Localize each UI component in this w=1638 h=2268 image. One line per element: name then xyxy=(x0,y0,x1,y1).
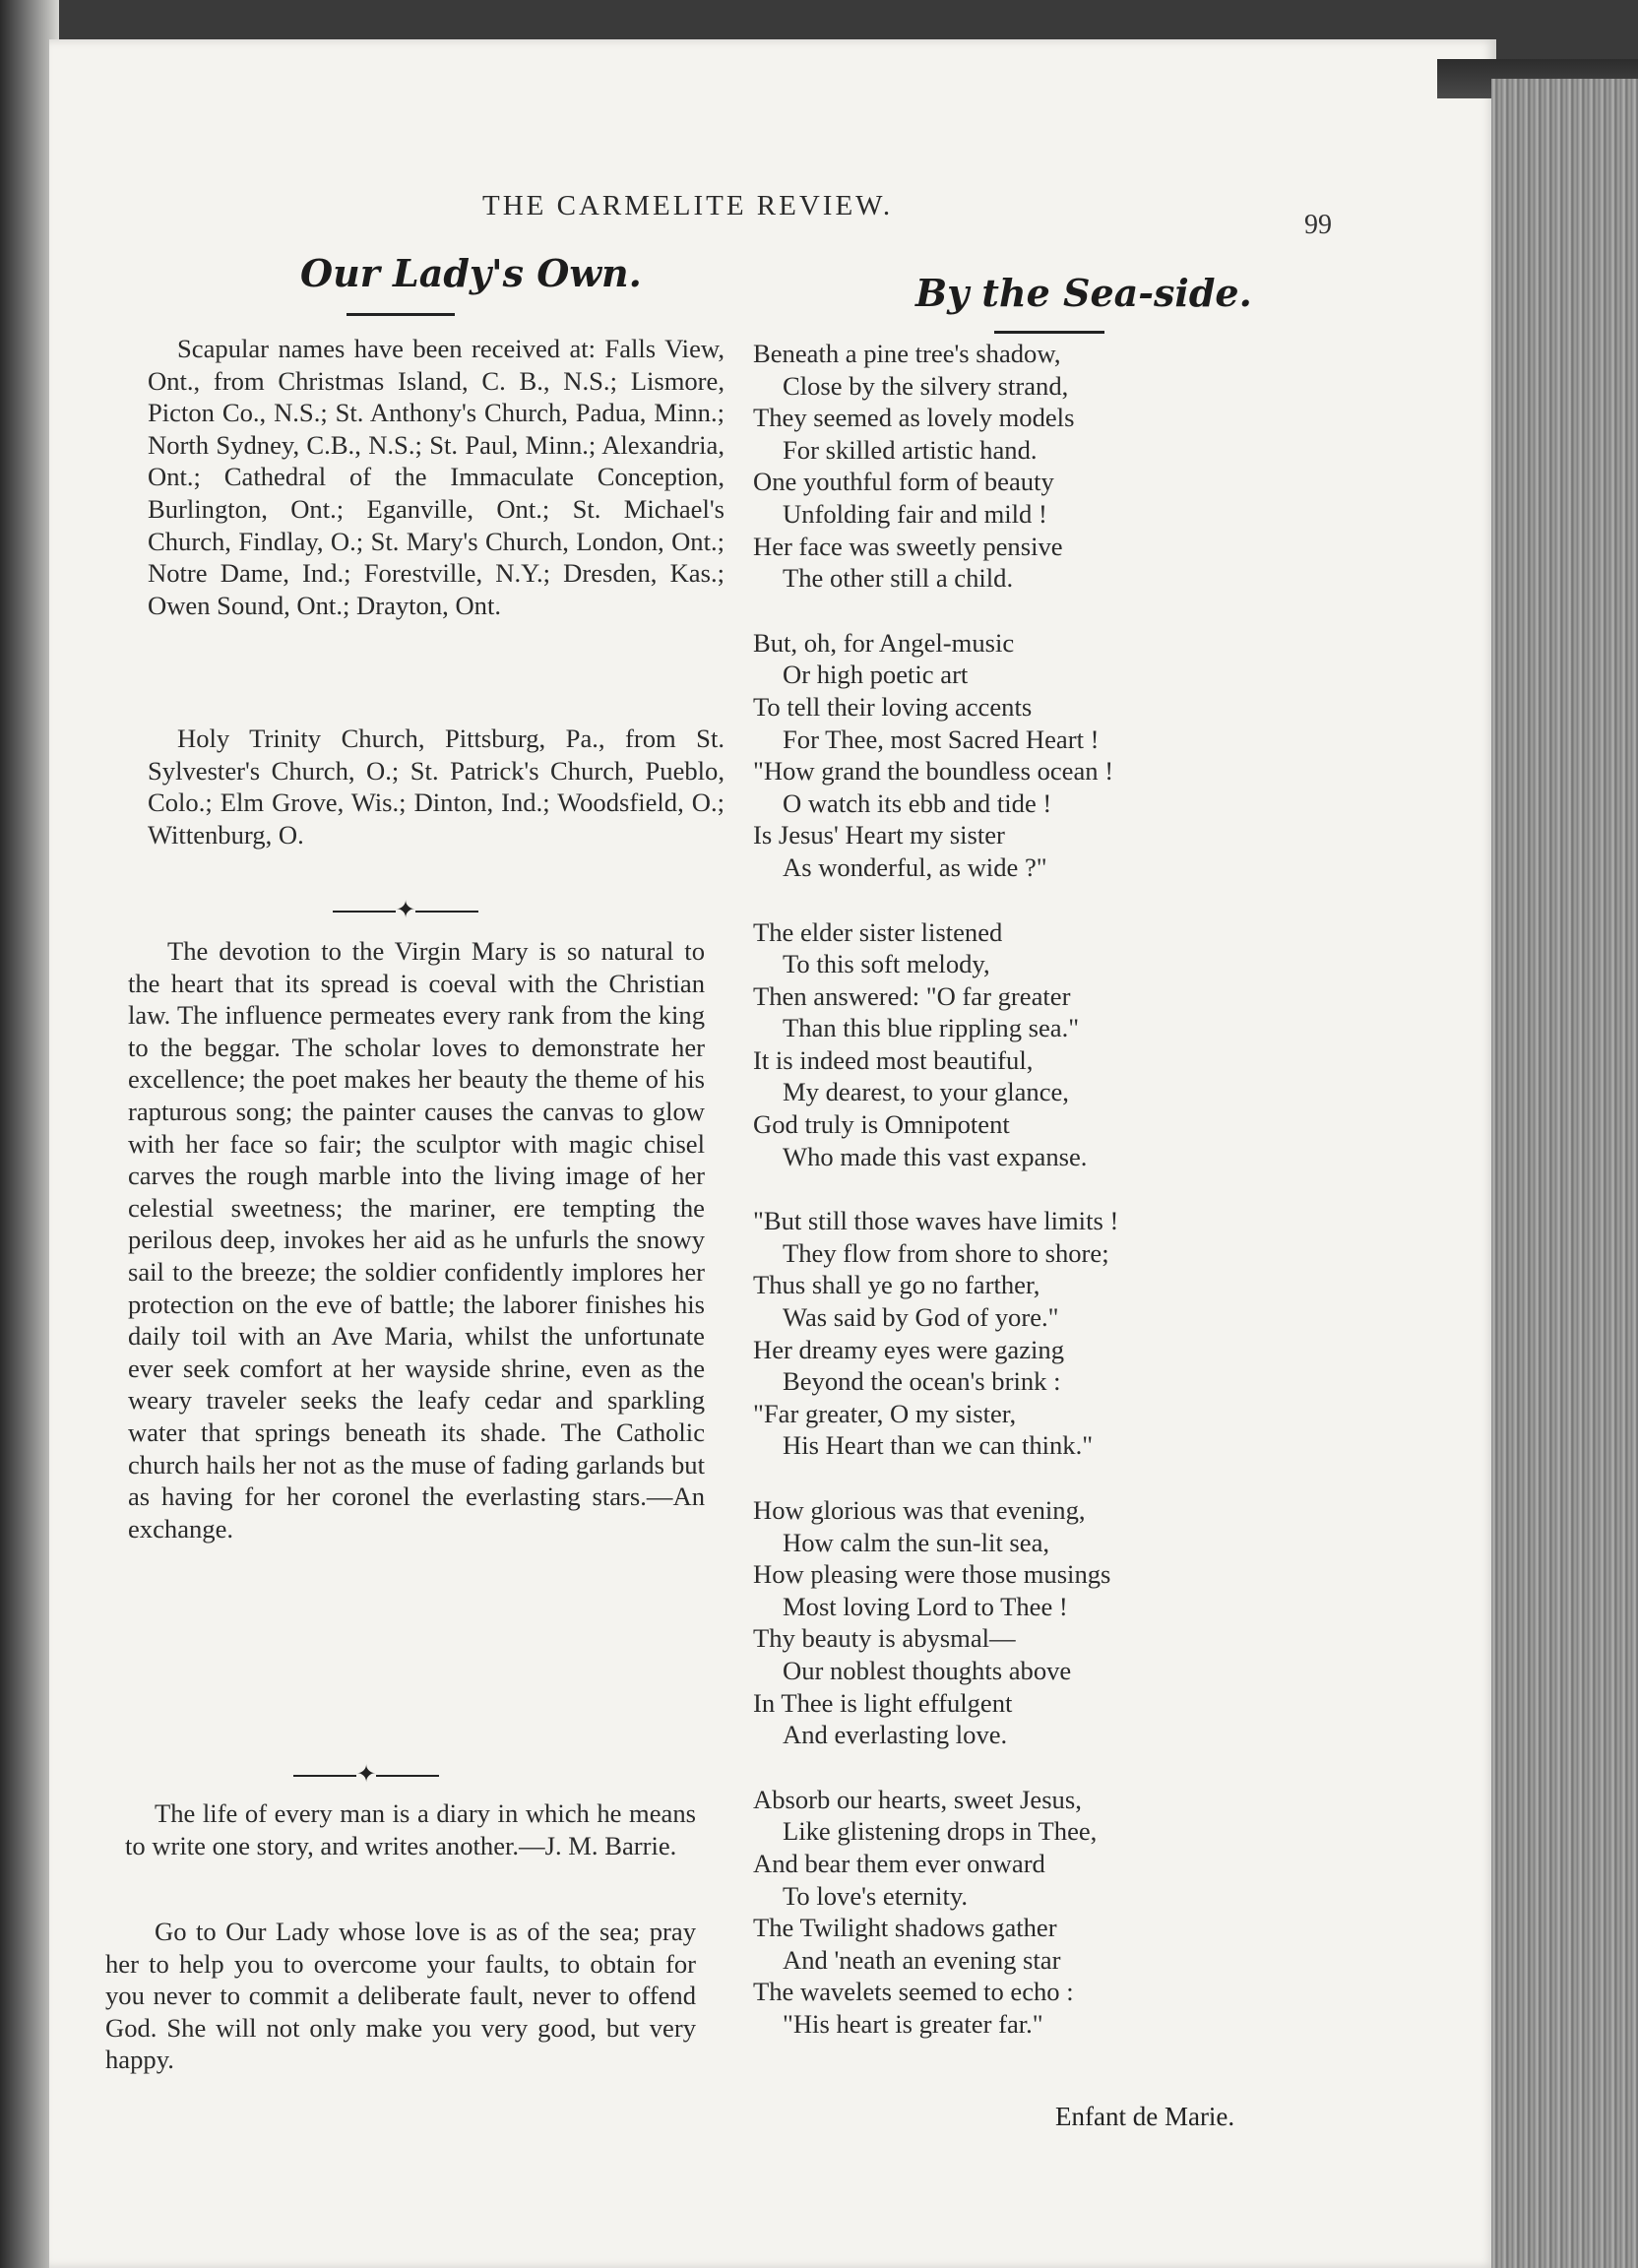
poem-line: The elder sister listened xyxy=(753,916,1003,947)
poem-line: How pleasing were those musings xyxy=(753,1559,1111,1590)
poem-stanza xyxy=(753,916,1304,1173)
section-ornament: ✦ xyxy=(333,896,478,924)
title-underline xyxy=(994,331,1104,334)
poem-line: O watch its ebb and tide ! xyxy=(783,788,1052,818)
poem-line: Beyond the ocean's brink : xyxy=(783,1366,1061,1397)
poem-line: "Far greater, O my sister, xyxy=(753,1398,1017,1428)
devotion-paragraph: The devotion to the Virgin Mary is so natural to the heart that its spread is coeval with the Christian law. The influence permeates every rank from the king to the beggar. The scholar loves to demonstrate her excellence; the poet makes her beauty the theme of his rapturous song; the painter causes the canvas to glow with her face so fair; the sculptor with magic chisel carves the rough marble into the living image of her celestial sweetness; the mariner, ere tempting the perilous deep, invokes her aid as he unfurls the snowy sail to the breeze; the soldier confidently implores her protection on the eve of battle; the laborer finishes his daily toil with an Ave Maria, whilst the unfortunate ever seek comfort at her wayside shrine, even as the weary traveler seeks the leafy cedar and sparkling water that springs beneath its shade. The Catholic church hails her not as the muse of fading garlands but as having for her coronel the everlasting stars.—An exchange. xyxy=(128,936,705,1544)
poem-line: The Twilight shadows gather xyxy=(753,1913,1057,1943)
poem-line: They seemed as lovely models xyxy=(753,403,1075,433)
poem-line: One youthful form of beauty xyxy=(753,467,1054,497)
poem-line: Than this blue rippling sea." xyxy=(783,1013,1080,1043)
poem-line: For Thee, most Sacred Heart ! xyxy=(783,724,1100,754)
poem-line: "His heart is greater far." xyxy=(783,2008,1043,2039)
poem-line: For skilled artistic hand. xyxy=(783,434,1038,465)
poem-line: How glorious was that evening, xyxy=(753,1495,1086,1525)
poem-line: As wonderful, as wide ?" xyxy=(783,851,1047,882)
poem-line: My dearest, to your glance, xyxy=(783,1077,1069,1107)
poem-line: How calm the sun-lit sea, xyxy=(783,1527,1050,1557)
poem-line: Thy beauty is abysmal— xyxy=(753,1623,1016,1654)
poem-line: Her face was sweetly pensive xyxy=(753,531,1063,561)
barrie-quote-paragraph: The life of every man is a diary in which he means to write one story, and writes another.—J. M. Barrie. xyxy=(125,1798,696,1860)
right-poem-title: By the Sea-side. xyxy=(915,271,1252,315)
poem-stanza xyxy=(753,1494,1304,1751)
poem-line: "How grand the boundless ocean ! xyxy=(753,756,1114,787)
poem-line: Close by the silvery strand, xyxy=(783,370,1069,401)
poem-line: They flow from shore to shore; xyxy=(783,1237,1109,1268)
our-lady-paragraph: Go to Our Lady whose love is as of the sea; pray her to help you to overcome your faults, to obtain for you never to commit a deliberate fault, never to offend God. She will not only make you very good, but very happy. xyxy=(105,1917,696,2075)
scapular-names-paragraph-2: Holy Trinity Church, Pittsburg, Pa., from St. Sylvester's Church, O.; St. Patrick's Church, Pueblo, Colo.; Elm Grove, Wis.; Dinton, Ind.; Woodsfield, O.; Wittenburg, O. xyxy=(148,724,724,850)
title-underline xyxy=(346,313,455,316)
poem-line: And 'neath an evening star xyxy=(783,1944,1061,1975)
poem-stanza xyxy=(753,1784,1304,2041)
poem-line: Most loving Lord to Thee ! xyxy=(783,1591,1068,1621)
poem-line: His Heart than we can think." xyxy=(783,1430,1094,1461)
poem-line: Was said by God of yore." xyxy=(783,1302,1059,1333)
poem-line: But, oh, for Angel-music xyxy=(753,627,1015,658)
poem-line: It is indeed most beautiful, xyxy=(753,1044,1034,1075)
poem-line: Beneath a pine tree's shadow, xyxy=(753,339,1061,368)
poem-line: To love's eternity. xyxy=(783,1880,969,1911)
poem-stanza xyxy=(753,1205,1304,1462)
poem-line: Or high poetic art xyxy=(783,660,969,690)
left-article-title: Our Lady's Own. xyxy=(300,251,642,295)
poem-line: And bear them ever onward xyxy=(753,1848,1045,1878)
book-page-edges xyxy=(1491,79,1638,2268)
poem-line: Absorb our hearts, sweet Jesus, xyxy=(753,1784,1082,1814)
poem-line: Who made this vast expanse. xyxy=(783,1141,1088,1171)
poem-line: God truly is Omnipotent xyxy=(753,1109,1010,1140)
section-ornament: ✦ xyxy=(293,1760,439,1789)
scapular-names-paragraph: Scapular names have been received at: Falls View, Ont., from Christmas Island, C. B., N.S.; Lismore, Picton Co., N.S.; St. Anthony's Church, Padua, Minn.; North Sydney, C.B., N.S.; St. Paul, Minn.; Alexandria, Ont.; Cathedral of the Immaculate Conception, Burlington, Ont.; Eganville, Ont.; St. Michael's Church, Findlay, O.; St. Mary's Church, London, Ont.; Notre Dame, Ind.; Forestville, N.Y.; Dresden, Kas.; Owen Sound, Ont.; Drayton, Ont. xyxy=(148,334,724,620)
poem-line: Like glistening drops in Thee, xyxy=(783,1816,1098,1847)
poem-line: The wavelets seemed to echo : xyxy=(753,1977,1074,2007)
poem-line: "But still those waves have limits ! xyxy=(753,1206,1119,1236)
poem-line: In Thee is light effulgent xyxy=(753,1687,1013,1718)
poem-line: The other still a child. xyxy=(783,563,1014,594)
poem-line: Then answered: "O far greater xyxy=(753,980,1071,1011)
poem-stanza xyxy=(753,338,1304,595)
poem-signature: Enfant de Marie. xyxy=(1055,2102,1235,2131)
poem-body xyxy=(753,338,1304,2073)
poem-stanza xyxy=(753,627,1304,884)
poem-line: Our noblest thoughts above xyxy=(783,1655,1072,1685)
poem-line: Her dreamy eyes were gazing xyxy=(753,1334,1065,1364)
poem-line: Is Jesus' Heart my sister xyxy=(753,820,1005,850)
poem-line: To this soft melody, xyxy=(783,949,990,979)
running-head: THE CARMELITE REVIEW. xyxy=(482,190,894,221)
poem-line: Thus shall ye go no farther, xyxy=(753,1270,1040,1300)
poem-line: To tell their loving accents xyxy=(753,691,1033,722)
page-number: 99 xyxy=(1304,210,1332,240)
poem-line: Unfolding fair and mild ! xyxy=(783,498,1047,529)
poem-line: And everlasting love. xyxy=(783,1720,1008,1750)
